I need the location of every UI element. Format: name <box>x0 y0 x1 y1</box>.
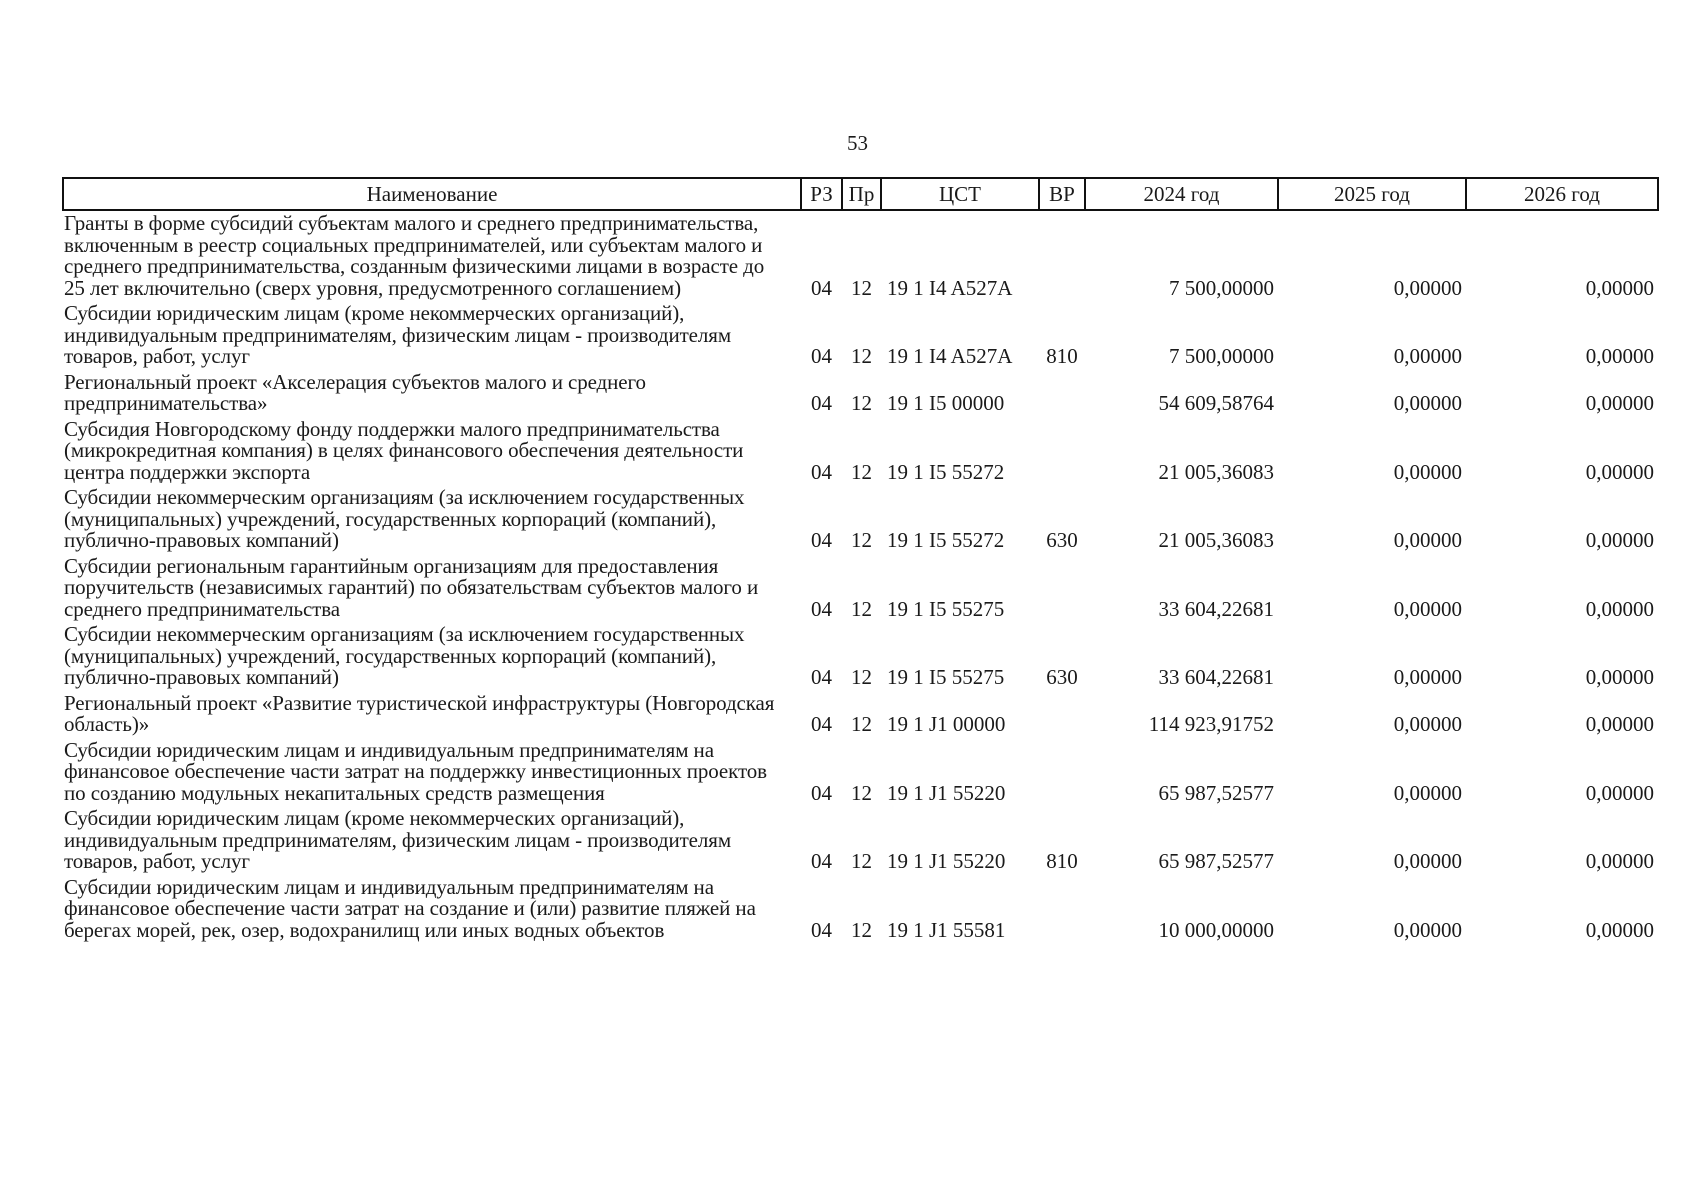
row-rz: 04 <box>811 917 832 942</box>
row-vr: 630 <box>1046 528 1078 552</box>
row-name: Субсидии юридическим лицам и индивидуальным предпринимателям на финансовое обеспечение части затрат на создание и (или) развитие пляжей на берегах морей, рек, озер, водохранилищ или иных водных объектов <box>64 874 756 942</box>
row-cst: 19 1 I4 A527A <box>887 275 1013 300</box>
header-cst: ЦСТ <box>881 178 1039 210</box>
row-amount-2026: 0,00000 <box>1585 459 1654 484</box>
header-2025: 2025 год <box>1278 178 1466 210</box>
row-vr <box>1039 417 1085 486</box>
row-amount-2024: 7 500,00000 <box>1169 275 1274 300</box>
row-cst: 19 1 J1 55220 <box>887 849 1006 873</box>
table-row <box>63 417 1658 486</box>
row-amount-2026: 0,00000 <box>1585 665 1654 689</box>
row-name: Субсидии юридическим лицам (кроме некоммерческих организаций), индивидуальным предпринимателям, физическим лицам - производителям товаров, работ, услуг <box>64 301 732 368</box>
row-pr: 12 <box>851 849 872 873</box>
row-amount-2026: 0,00000 <box>1585 528 1654 552</box>
row-amount-2026: 0,00000 <box>1585 391 1654 415</box>
row-pr: 12 <box>851 528 872 552</box>
budget-table <box>62 177 1659 943</box>
row-name: Субсидии юридическим лицам и индивидуальным предпринимателям на финансовое обеспечение части затрат на поддержку инвестиционных проектов по созданию модульных некапитальных средств размещения <box>64 737 767 805</box>
table-row <box>63 738 1658 807</box>
row-cst: 19 1 I5 55275 <box>887 596 1005 621</box>
row-amount-2024: 114 923,91752 <box>1148 712 1274 736</box>
row-rz: 04 <box>811 780 832 805</box>
row-cst: 19 1 I5 55272 <box>887 459 1005 484</box>
row-amount-2024: 21 005,36083 <box>1158 459 1274 484</box>
header-row <box>63 178 1658 210</box>
header-2026: 2026 год <box>1466 178 1658 210</box>
row-name: Субсидии некоммерческим организациям (за исключением государственных (муниципальных) учреждений, государственных корпораций (компаний), публично-правовых компаний) <box>64 622 745 689</box>
row-amount-2025: 0,00000 <box>1393 780 1462 805</box>
header-vr: ВР <box>1039 178 1085 210</box>
row-vr <box>1039 370 1085 417</box>
row-rz: 04 <box>811 849 832 873</box>
row-amount-2024: 65 987,52577 <box>1158 849 1274 873</box>
row-amount-2026: 0,00000 <box>1585 275 1654 300</box>
table-row <box>63 554 1658 623</box>
row-pr: 12 <box>851 344 872 368</box>
header-pr: Пр <box>842 178 881 210</box>
row-amount-2025: 0,00000 <box>1393 459 1462 484</box>
row-pr: 12 <box>851 917 872 942</box>
row-amount-2025: 0,00000 <box>1393 665 1462 689</box>
row-pr: 12 <box>851 665 872 689</box>
row-amount-2026: 0,00000 <box>1585 917 1654 942</box>
row-pr: 12 <box>851 459 872 484</box>
row-amount-2024: 7 500,00000 <box>1169 344 1274 368</box>
table-header <box>63 178 1658 210</box>
row-rz: 04 <box>811 391 832 415</box>
row-name: Субсидия Новгородскому фонду поддержки малого предпринимательства (микрокредитная компания) в целях финансового обеспечения деятельности центра поддержки экспорта <box>64 416 744 484</box>
row-amount-2024: 54 609,58764 <box>1158 391 1274 415</box>
row-amount-2025: 0,00000 <box>1393 528 1462 552</box>
table-row <box>63 370 1658 417</box>
row-rz: 04 <box>811 275 832 300</box>
row-vr <box>1039 738 1085 807</box>
row-cst: 19 1 I5 55272 <box>887 528 1005 552</box>
row-rz: 04 <box>811 665 832 689</box>
table-body <box>63 210 1658 943</box>
row-pr: 12 <box>851 275 872 300</box>
row-name: Субсидии региональным гарантийным организациям для предоставления поручительств (независимых гарантий) по обязательствам субъектов малого и среднего предпринимательства <box>64 553 759 621</box>
header-2024: 2024 год <box>1085 178 1278 210</box>
page-number: 53 <box>847 131 868 155</box>
row-vr: 630 <box>1046 665 1078 689</box>
row-amount-2026: 0,00000 <box>1585 849 1654 873</box>
row-name: Субсидии юридическим лицам (кроме некоммерческих организаций), индивидуальным предпринимателям, физическим лицам - производителям товаров, работ, услуг <box>64 806 732 873</box>
row-pr: 12 <box>851 596 872 621</box>
row-rz: 04 <box>811 712 832 736</box>
table-row <box>63 875 1658 944</box>
row-vr <box>1039 691 1085 738</box>
row-pr: 12 <box>851 780 872 805</box>
row-cst: 19 1 J1 55581 <box>887 917 1006 942</box>
row-cst: 19 1 J1 55220 <box>887 780 1006 805</box>
row-amount-2026: 0,00000 <box>1585 712 1654 736</box>
header-rz: РЗ <box>801 178 842 210</box>
row-amount-2026: 0,00000 <box>1585 344 1654 368</box>
table-row <box>63 301 1658 370</box>
row-rz: 04 <box>811 528 832 552</box>
row-rz: 04 <box>811 344 832 368</box>
table-row <box>63 691 1658 738</box>
header-name: Наименование <box>63 178 801 210</box>
row-amount-2025: 0,00000 <box>1393 917 1462 942</box>
row-name: Субсидии некоммерческим организациям (за исключением государственных (муниципальных) учреждений, государственных корпораций (компаний), публично-правовых компаний) <box>64 485 745 552</box>
row-name: Региональный проект «Развитие туристической инфраструктуры (Новгородская область)» <box>64 690 775 736</box>
row-amount-2025: 0,00000 <box>1393 275 1462 300</box>
row-amount-2024: 21 005,36083 <box>1158 528 1274 552</box>
row-name: Региональный проект «Акселерация субъектов малого и среднего предпринимательства» <box>64 369 646 415</box>
row-cst: 19 1 J1 00000 <box>887 712 1006 736</box>
row-cst: 19 1 I5 55275 <box>887 665 1005 689</box>
row-amount-2025: 0,00000 <box>1393 596 1462 621</box>
row-vr: 810 <box>1046 849 1078 873</box>
row-amount-2024: 33 604,22681 <box>1158 665 1274 689</box>
row-vr <box>1039 875 1085 944</box>
row-amount-2024: 33 604,22681 <box>1158 596 1274 621</box>
row-amount-2025: 0,00000 <box>1393 391 1462 415</box>
row-cst: 19 1 I5 00000 <box>887 391 1005 415</box>
row-amount-2026: 0,00000 <box>1585 780 1654 805</box>
row-pr: 12 <box>851 391 872 415</box>
table-row <box>63 485 1658 554</box>
row-cst: 19 1 I4 A527A <box>887 344 1013 368</box>
row-vr <box>1039 210 1085 301</box>
row-amount-2025: 0,00000 <box>1393 849 1462 873</box>
row-amount-2024: 10 000,00000 <box>1158 917 1274 942</box>
table-row <box>63 622 1658 691</box>
row-vr <box>1039 554 1085 623</box>
row-name: Гранты в форме субсидий субъектам малого и среднего предпринимательства, включенным в реестр социальных предпринимателей, или субъектам малого и среднего предпринимательства, созданным физическими лицами в возрасте до 25 лет включительно (сверх уровня, предусмотренного соглашением) <box>64 211 765 300</box>
row-vr: 810 <box>1046 344 1078 368</box>
row-rz: 04 <box>811 459 832 484</box>
table-row <box>63 210 1658 301</box>
row-amount-2026: 0,00000 <box>1585 596 1654 621</box>
row-amount-2025: 0,00000 <box>1393 712 1462 736</box>
row-amount-2025: 0,00000 <box>1393 344 1462 368</box>
row-rz: 04 <box>811 596 832 621</box>
row-pr: 12 <box>851 712 872 736</box>
table-row <box>63 806 1658 875</box>
row-amount-2024: 65 987,52577 <box>1158 780 1274 805</box>
